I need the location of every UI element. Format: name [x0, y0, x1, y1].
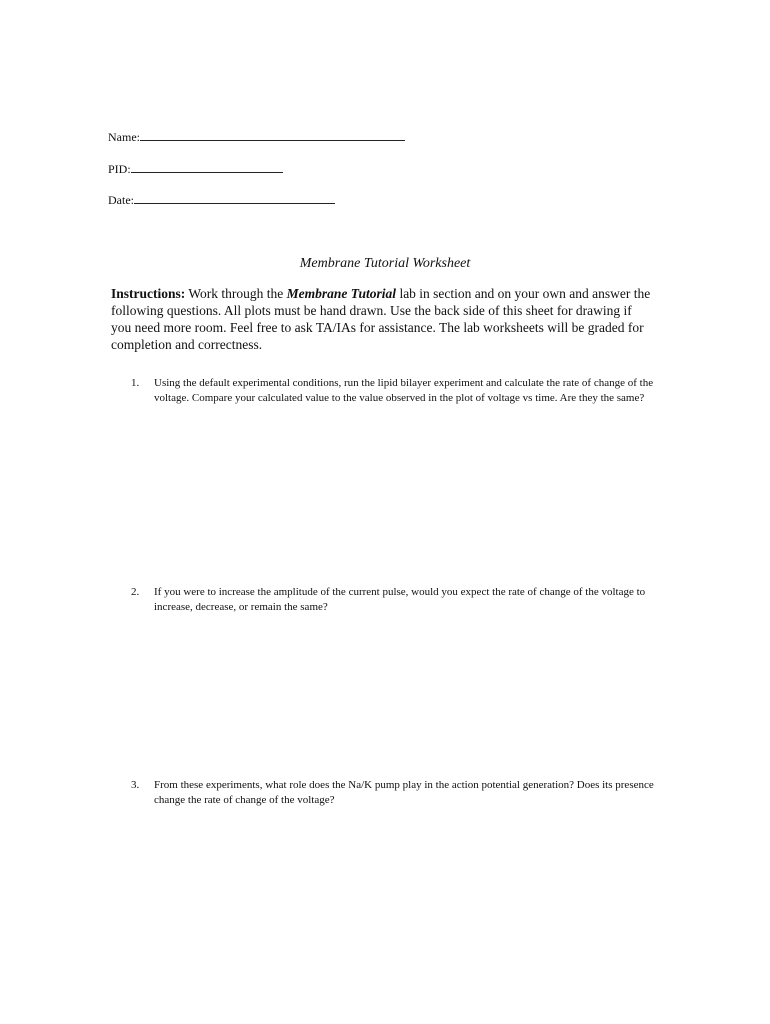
question-text: Using the default experimental conditions, run the lipid bilayer experiment and calculate the rate of change of the voltage. Compare your calculated value to the value observed in the plot of voltage vs time. Are they the same? — [154, 377, 654, 404]
lab-name: Membrane Tutorial — [286, 286, 397, 301]
instructions-text-2: lab in section and on your own and answer the following questions. All plots must be hand drawn. Use the back side of this sheet for drawing if you need more room. Feel free to ask TA/IAs for assistance. The lab worksheets will be graded for completion and correctness. — [111, 286, 651, 352]
worksheet-title: Membrane Tutorial Worksheet — [299, 256, 471, 271]
question-number: 3. — [131, 779, 140, 791]
date-label: Date: — [108, 193, 134, 207]
name-field[interactable] — [108, 129, 405, 144]
name-blank-line[interactable] — [140, 129, 405, 141]
instructions-lead: Instructions: — [111, 286, 186, 301]
question-number: 1. — [131, 377, 140, 389]
pid-field[interactable] — [108, 161, 283, 176]
question-2 — [131, 585, 671, 615]
question-number: 2. — [131, 586, 140, 598]
instructions-paragraph — [111, 285, 651, 353]
pid-blank-line[interactable] — [131, 161, 283, 173]
pid-label: PID: — [108, 162, 131, 176]
date-blank-line[interactable] — [134, 192, 335, 204]
question-text: From these experiments, what role does the Na/K pump play in the action potential generation? Does its presence change the rate of change of the voltage? — [154, 779, 654, 806]
date-field[interactable] — [108, 192, 335, 207]
question-1 — [131, 376, 671, 406]
instructions-text-1: Work through the — [185, 286, 287, 301]
question-text: If you were to increase the amplitude of the current pulse, would you expect the rate of change of the voltage to increase, decrease, or remain the same? — [154, 586, 646, 613]
question-3 — [131, 778, 671, 808]
name-label: Name: — [108, 130, 140, 144]
